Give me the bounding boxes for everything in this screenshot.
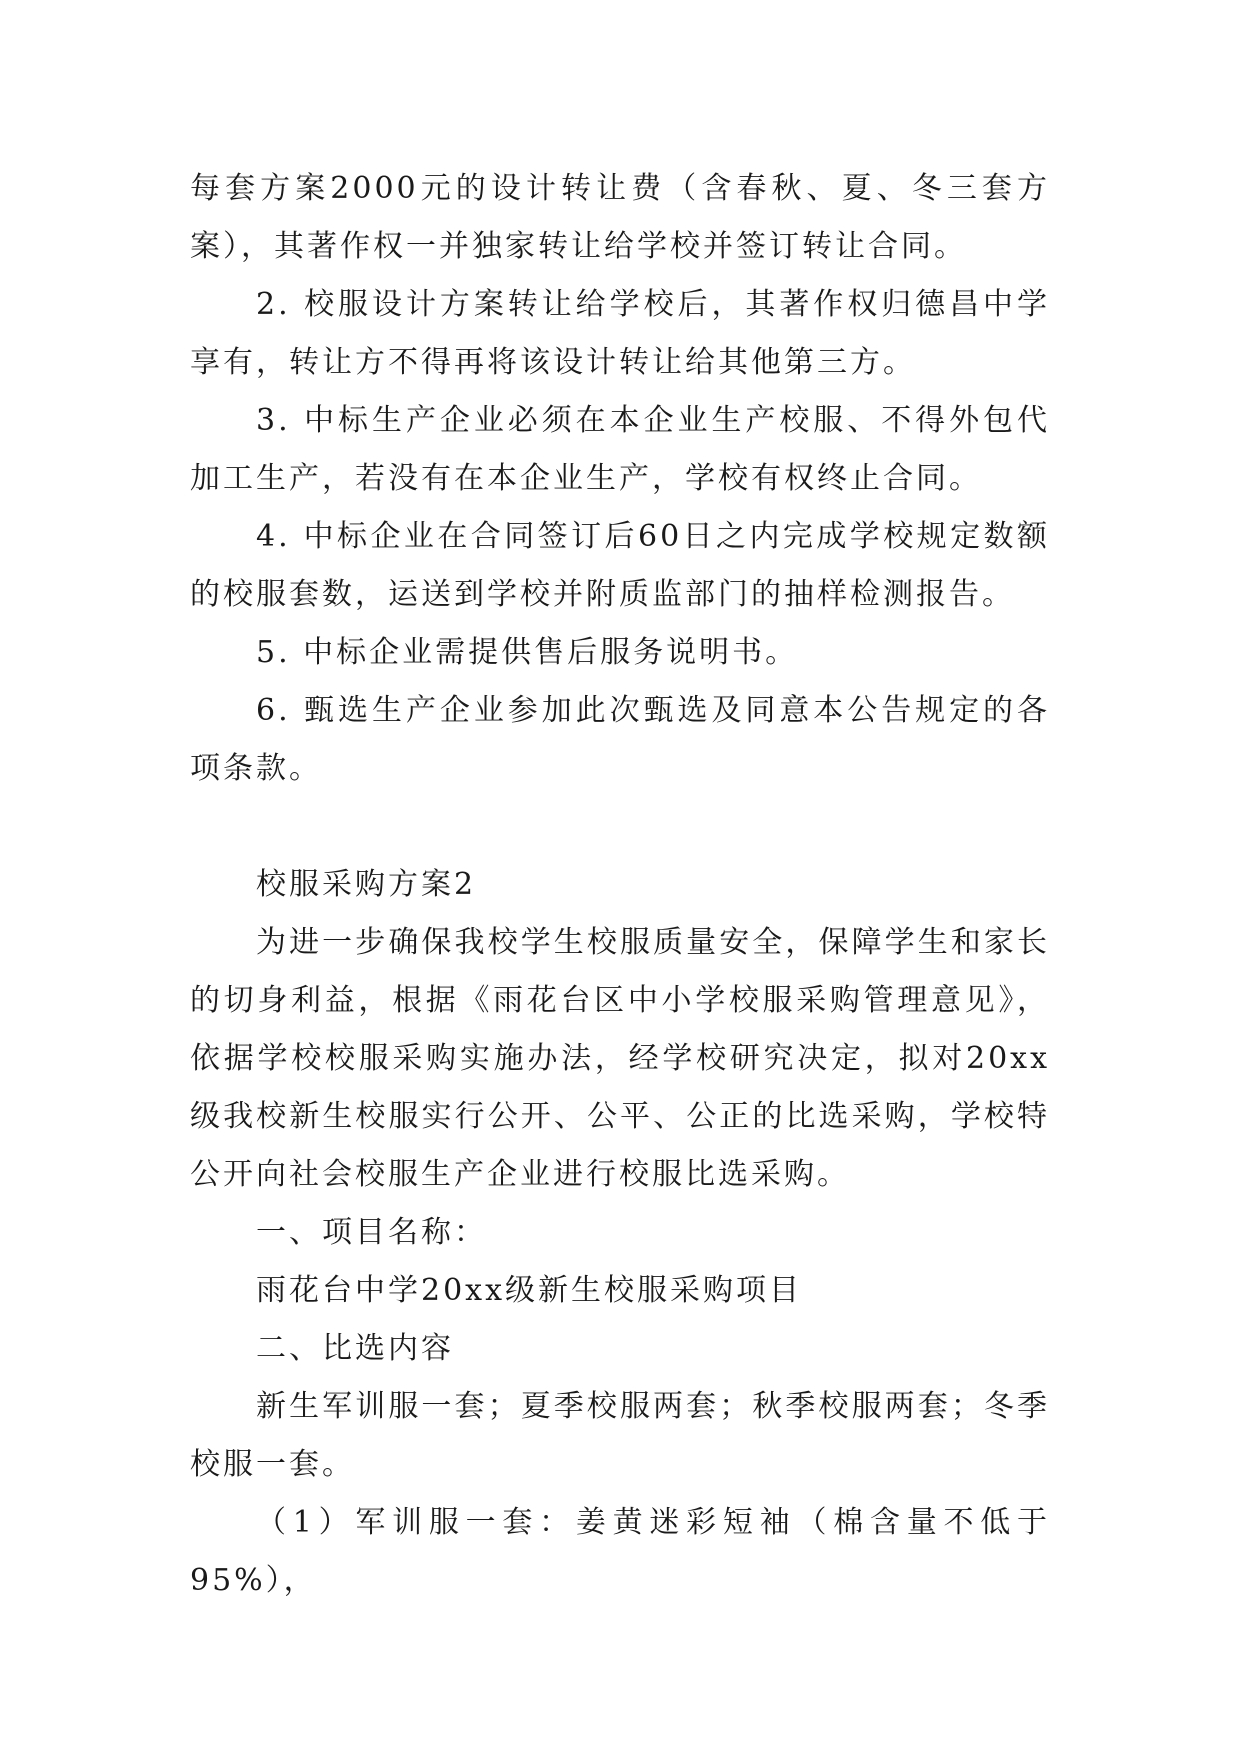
paragraph-item-2: 2. 校服设计方案转让给学校后，其著作权归德昌中学享有，转让方不得再将该设计转让给其他第三方。 [190, 287, 1050, 380]
paragraph-item-4: 4. 中标企业在合同签订后60日之内完成学校规定数额的校服套数，运送到学校并附质监部门的抽样检测报告。 [190, 519, 1050, 612]
paragraph-project-name: 雨花台中学20xx级新生校服采购项目 [256, 1273, 803, 1308]
heading-selection-content: 二、比选内容 [256, 1331, 454, 1366]
paragraph-military-uniform: （1）军训服一套：姜黄迷彩短袖（棉含量不低于95%）， [190, 1505, 1050, 1598]
document-body [190, 160, 1050, 1610]
section-title: 校服采购方案2 [256, 867, 477, 902]
paragraph-design-fee: 每套方案2000元的设计转让费（含春秋、夏、冬三套方案），其著作权一并独家转让给学校并签订转让合同。 [190, 171, 1050, 264]
paragraph-item-5: 5. 中标企业需提供售后服务说明书。 [256, 635, 799, 670]
section-spacer [190, 798, 1050, 856]
paragraph-selection-content: 新生军训服一套；夏季校服两套；秋季校服两套；冬季校服一套。 [190, 1389, 1050, 1482]
paragraph-item-6: 6. 甄选生产企业参加此次甄选及同意本公告规定的各项条款。 [190, 693, 1050, 786]
paragraph-item-3: 3. 中标生产企业必须在本企业生产校服、不得外包代加工生产，若没有在本企业生产，学校有权终止合同。 [190, 403, 1050, 496]
paragraph-intro: 为进一步确保我校学生校服质量安全，保障学生和家长的切身利益，根据《雨花台区中小学校服采购管理意见》，依据学校校服采购实施办法，经学校研究决定，拟对20xx级我校新生校服实行公开、公平、公正的比选采购，学校特公开向社会校服生产企业进行校服比选采购。 [190, 925, 1050, 1192]
heading-project-name: 一、项目名称： [256, 1215, 487, 1250]
